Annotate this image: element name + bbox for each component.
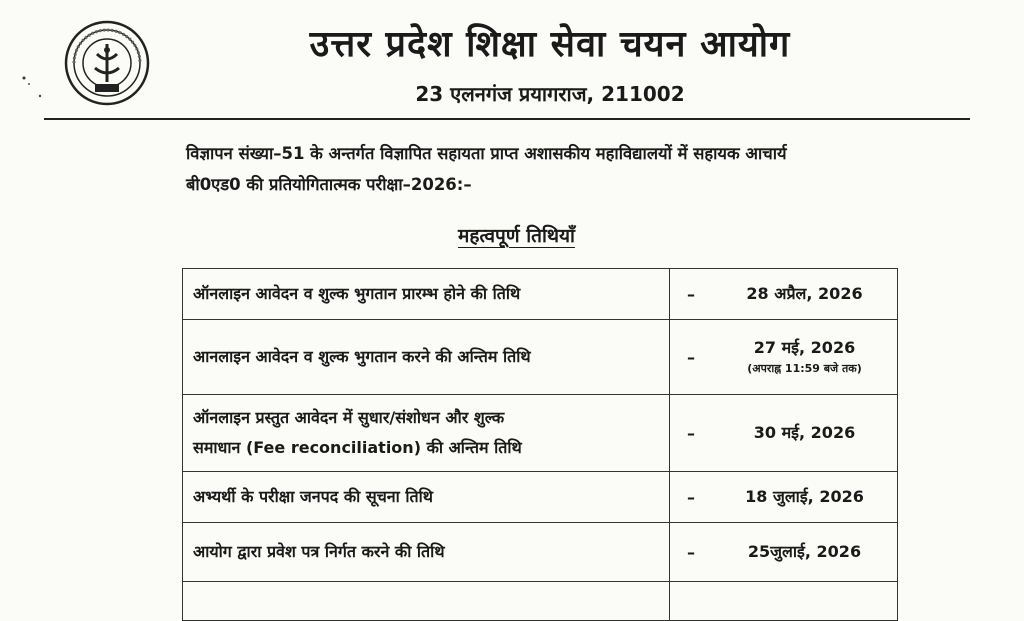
dash-cell: –: [670, 320, 713, 395]
table-row: [183, 320, 898, 395]
date-cell: 30 मई, 2026: [712, 395, 898, 472]
date-cell: 28 अप्रैल, 2026: [712, 269, 898, 320]
notice-line-1: विज्ञापन संख्या–51 के अन्तर्गत विज्ञापित सहायता प्राप्त अशासकीय महाविद्यालयों में सहायक आचार्य: [186, 144, 787, 163]
notice-text: [186, 138, 976, 200]
commission-emblem-icon: [64, 20, 150, 106]
section-heading: महत्वपूर्ण तिथियाँ: [458, 225, 575, 247]
event-line-2: समाधान (Fee reconciliation) की अन्तिम तिथि: [193, 438, 522, 457]
table-row: [183, 395, 898, 472]
date-cell: [712, 320, 898, 395]
date-cell: [712, 582, 898, 621]
date-cell: 25जुलाई, 2026: [712, 523, 898, 582]
table-row: [183, 523, 898, 582]
important-dates-table: [182, 268, 898, 621]
dash-cell: –: [670, 523, 713, 582]
table-row: [183, 269, 898, 320]
notice-line-2: बी0एड0 की प्रतियोगितात्मक परीक्षा–2026:–: [186, 175, 472, 194]
event-cell: [183, 395, 670, 472]
event-cell: आनलाइन आवेदन व शुल्क भुगतान करने की अन्तिम तिथि: [183, 320, 670, 395]
dash-cell: –: [670, 395, 713, 472]
event-cell: ऑनलाइन आवेदन व शुल्क भुगतान प्रारम्भ होने की तिथि: [183, 269, 670, 320]
date-note: (अपराह्न 11:59 बजे तक): [747, 362, 862, 375]
page-title: उत्तर प्रदेश शिक्षा सेवा चयन आयोग: [309, 24, 791, 65]
dash-cell: –: [670, 472, 713, 523]
dash-cell: [670, 582, 713, 621]
commission-address: 23 एलनगंज प्रयागराज, 211002: [415, 82, 685, 106]
scan-marks: [16, 70, 56, 110]
date-cell: 18 जुलाई, 2026: [712, 472, 898, 523]
date-value: 27 मई, 2026: [753, 338, 856, 357]
header-divider: [44, 118, 970, 120]
event-cell: अभ्यर्थी के परीक्षा जनपद की सूचना तिथि: [183, 472, 670, 523]
table-row: [183, 582, 898, 621]
event-line-1: ऑनलाइन प्रस्तुत आवेदन में सुधार/संशोधन और शुल्क: [193, 408, 505, 427]
table-row: [183, 472, 898, 523]
event-cell: [183, 582, 670, 621]
event-cell: आयोग द्वारा प्रवेश पत्र निर्गत करने की तिथि: [183, 523, 670, 582]
dash-cell: –: [670, 269, 713, 320]
